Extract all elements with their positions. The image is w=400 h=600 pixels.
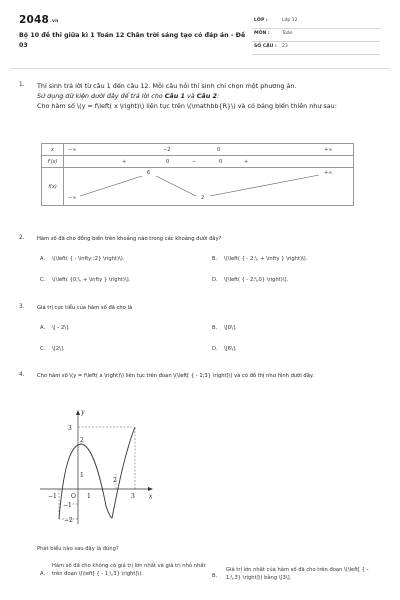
logo-text: 2048 xyxy=(19,14,50,26)
x-value: +∞ xyxy=(324,147,333,153)
sign: − xyxy=(192,159,197,165)
variation-arrows xyxy=(64,168,344,206)
option-letter: B. xyxy=(212,256,218,262)
x-axis-arrow xyxy=(148,487,153,491)
question-number: 2. xyxy=(19,235,25,241)
option-a[interactable] xyxy=(40,325,70,331)
y-tick: 1 xyxy=(80,472,84,479)
meta-value: Toán xyxy=(282,31,293,36)
question-4-prompt xyxy=(37,544,119,553)
meta-key: SỐ CÂU : xyxy=(254,44,277,49)
function-graph xyxy=(34,400,164,528)
document-title: Bộ 10 đề thi giữa kì 1 Toán 12 Chân trời sáng tạo có đáp án - Đề 03 xyxy=(19,32,246,49)
y-axis-arrow xyxy=(76,410,80,415)
row-label-x: x xyxy=(42,144,64,156)
meta-row-class xyxy=(252,16,380,29)
x-value: 0 xyxy=(217,147,221,153)
variation-table xyxy=(41,143,354,206)
instruction-line: Thí sinh trả lời từ câu 1 đến câu 12. Mỗi câu hỏi thí sinh chỉ chọn một phương án. xyxy=(37,82,297,90)
option-c[interactable] xyxy=(40,277,130,283)
y-axis-label: y xyxy=(81,409,85,416)
option-text: \[\left( { - 2;\,0} \right)\]. xyxy=(224,277,289,283)
sign: 0 xyxy=(219,159,223,165)
option-b[interactable] xyxy=(212,325,237,331)
question-number: 1. xyxy=(19,82,25,88)
question-text: Giá trị cực tiểu của hàm số đã cho là xyxy=(37,305,133,311)
option-text: \[0\]. xyxy=(224,325,237,331)
option-letter: A. xyxy=(40,325,46,331)
header xyxy=(0,0,400,66)
option-letter: A. xyxy=(40,571,46,577)
option-text: Giá trị lớn nhất của hàm số đã cho trên đoạn \(\left[ { - 1;\,3} \right]\) bằng \[3\]. xyxy=(226,567,369,581)
y-tick: 2 xyxy=(80,437,84,444)
x-value: −2 xyxy=(163,147,171,153)
decrease-arrow xyxy=(156,176,196,196)
option-text: \[ - 2\]. xyxy=(52,325,70,331)
increase-arrow-2 xyxy=(210,175,319,196)
function-statement: Cho hàm số \(y = f\left( x \right)\) liên tục trên \(\mathbb{R}\) và có bảng biến thiên như sau: xyxy=(37,101,337,110)
option-letter: D. xyxy=(212,346,218,352)
context-line xyxy=(37,92,377,102)
y-tick: 3 xyxy=(68,425,72,432)
option-text: \[6\]. xyxy=(224,346,237,352)
row-label-fprime: f'(x) xyxy=(42,156,64,168)
x-values-cell xyxy=(64,144,354,156)
question-text xyxy=(37,82,377,111)
y-tick: −2 xyxy=(64,517,73,524)
option-d[interactable] xyxy=(212,277,288,283)
f-values-cell xyxy=(64,168,354,206)
context-end: : xyxy=(216,91,220,100)
f-value: 6 xyxy=(147,170,151,176)
header-divider xyxy=(10,68,390,69)
meta-value: 23 xyxy=(282,44,288,49)
meta-row-subject xyxy=(252,29,380,42)
context-prefix: Sử dụng dữ kiện dưới đây để trả lời cho xyxy=(37,91,165,100)
option-text: \(\left( {0;\, + \infty } \right)\]. xyxy=(52,277,131,283)
option-letter: C. xyxy=(40,277,46,283)
f-value: +∞ xyxy=(324,170,333,176)
meta-key: LỚP : xyxy=(254,18,268,23)
sign: + xyxy=(244,159,249,165)
option-text: \[2\]. xyxy=(52,346,65,352)
meta-row-count xyxy=(252,42,380,55)
prompt-text: Phát biểu nào sau đây là đúng? xyxy=(37,546,119,552)
f-value: 2 xyxy=(201,195,205,201)
x-tick: 1 xyxy=(87,493,91,500)
meta-table xyxy=(252,16,380,55)
context-mid: và xyxy=(184,91,197,100)
increase-arrow-1 xyxy=(80,176,142,196)
option-b[interactable] xyxy=(212,256,307,262)
meta-value: Lớp 12 xyxy=(282,18,298,23)
question-text: Cho hàm số \(y = f\left( x \right)\) liên tục trên đoạn \(\left[ { - 1;3} \right]\) và có đồ thị như hình dưới đây. xyxy=(37,373,314,379)
option-d[interactable] xyxy=(212,346,237,352)
ref-cau-2: Câu 2 xyxy=(196,91,217,100)
question-text: Hàm số đã cho đồng biến trên khoảng nào trong các khoảng dưới đây? xyxy=(37,236,222,242)
sign: + xyxy=(122,159,127,165)
option-a[interactable] xyxy=(40,256,124,262)
x-tick: 2 xyxy=(113,477,117,484)
f-value: −∞ xyxy=(68,195,77,201)
option-text: \(\left( { - \infty ;2} \right)\). xyxy=(52,256,125,262)
question-number: 4. xyxy=(19,372,25,378)
option-text: Hàm số đã cho không có giá trị lớn nhất và giá trị nhỏ nhất trên đoạn \(\left[ { - 1;\,3} \right]\). xyxy=(52,563,206,577)
option-letter: C. xyxy=(40,346,46,352)
x-tick: −1 xyxy=(48,493,57,500)
option-letter: D. xyxy=(212,277,218,283)
option-a[interactable] xyxy=(40,562,210,578)
meta-key: MÔN : xyxy=(254,31,270,36)
x-tick: 3 xyxy=(131,493,135,500)
question-number: 3. xyxy=(19,304,25,310)
x-value: −∞ xyxy=(68,147,77,153)
option-text: \(\left( { - 2;\, + \infty } \right)\). xyxy=(224,256,308,262)
fprime-signs-cell xyxy=(64,156,354,168)
x-axis-label: x xyxy=(149,493,153,500)
site-logo[interactable] xyxy=(19,14,58,26)
option-letter: B. xyxy=(212,325,218,331)
sign: 0 xyxy=(166,159,170,165)
row-label-f: f(x) xyxy=(42,168,64,206)
ref-cau-1: Câu 1 xyxy=(164,91,185,100)
y-tick: −1 xyxy=(63,502,72,509)
logo-suffix: .vn xyxy=(50,19,59,24)
option-c[interactable] xyxy=(40,346,65,352)
option-letter: B. xyxy=(212,573,218,579)
origin-label: O xyxy=(71,493,76,500)
option-b[interactable] xyxy=(212,566,384,582)
option-letter: A. xyxy=(40,256,46,262)
